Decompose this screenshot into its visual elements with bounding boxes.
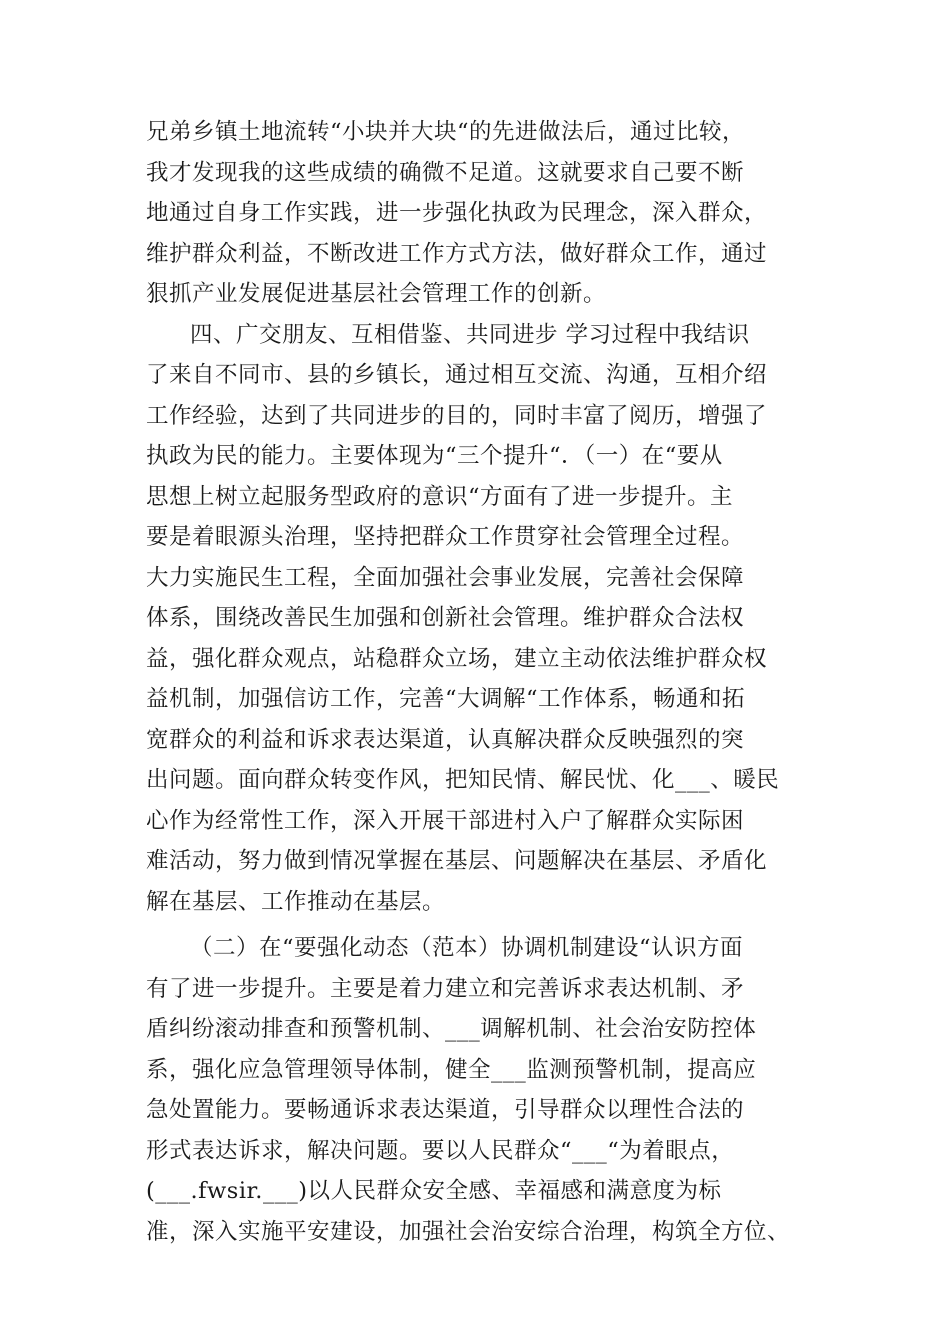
text-line: 地通过自身工作实践，进一步强化执政为民理念，深入群众， [146, 200, 768, 226]
text-line: 要是着眼源头治理，坚持把群众工作贯穿社会管理全过程。 [146, 524, 745, 550]
text-line: 大力实施民生工程，全面加强社会事业发展，完善社会保障 [146, 564, 745, 591]
text-line: 有了进一步提升。主要是着力建立和完善诉求表达机制、矛 [146, 975, 745, 1002]
text-line: 系，强化应急管理领导体制，健全___监测预警机制，提高应 [146, 1056, 757, 1083]
text-line: 维护群众利益，不断改进工作方式方法，做好群众工作，通过 [146, 240, 768, 267]
text-line: 思想上树立起服务型政府的意识“方面有了进一步提升。主 [146, 483, 734, 510]
text-line: 益机制，加强信访工作，完善“大调解“工作体系，畅通和拓 [146, 686, 746, 712]
paragraph-start-line: 四、广交朋友、互相借鉴、共同进步 学习过程中我结识 [190, 321, 750, 348]
text-line: 出问题。面向群众转变作风，把知民情、解民忧、化___、暖民 [146, 767, 780, 793]
text-line: 体系，围绕改善民生加强和创新社会管理。维护群众合法权 [146, 605, 745, 631]
text-line: 我才发现我的这些成绩的确微不足道。这就要求自己要不断 [146, 159, 745, 186]
text-line: 狠抓产业发展促进基层社会管理工作的创新。 [146, 281, 607, 307]
text-line: (___.fwsir.___)以人民群众安全感、幸福感和满意度为标 [146, 1178, 722, 1204]
text-line: 工作经验，达到了共同进步的目的，同时丰富了阅历，增强了 [146, 402, 768, 429]
text-line: 难活动，努力做到情况掌握在基层、问题解决在基层、矛盾化 [146, 848, 768, 874]
text-line: 执政为民的能力。主要体现为“三个提升“．（一）在“要从 [146, 443, 723, 469]
text-line: 心作为经常性工作，深入开展干部进村入户了解群众实际困 [146, 807, 745, 834]
body-text [146, 112, 816, 1252]
text-line: 形式表达诉求，解决问题。要以人民群众“___“为着眼点， [146, 1137, 735, 1164]
text-line: 盾纠纷滚动排查和预警机制、___调解机制、社会治安防控体 [146, 1016, 757, 1042]
text-line: 了来自不同市、县的乡镇长，通过相互交流、沟通，互相介绍 [146, 362, 768, 388]
text-line: 解在基层、工作推动在基层。 [146, 888, 446, 915]
text-line: 兄弟乡镇土地流转“小块并大块“的先进做法后，通过比较， [146, 119, 746, 145]
text-line: 急处置能力。要畅通诉求表达渠道，引导群众以理性合法的 [146, 1097, 745, 1123]
text-line: 宽群众的利益和诉求表达渠道，认真解决群众反映强烈的突 [146, 726, 745, 753]
text-line: 准，深入实施平安建设，加强社会治安综合治理，构筑全方位、 [146, 1218, 791, 1245]
paragraph-start-line: （二）在“要强化动态（范本）协调机制建设“认识方面 [190, 935, 744, 961]
text-line: 益，强化群众观点，站稳群众立场，建立主动依法维护群众权 [146, 645, 768, 672]
